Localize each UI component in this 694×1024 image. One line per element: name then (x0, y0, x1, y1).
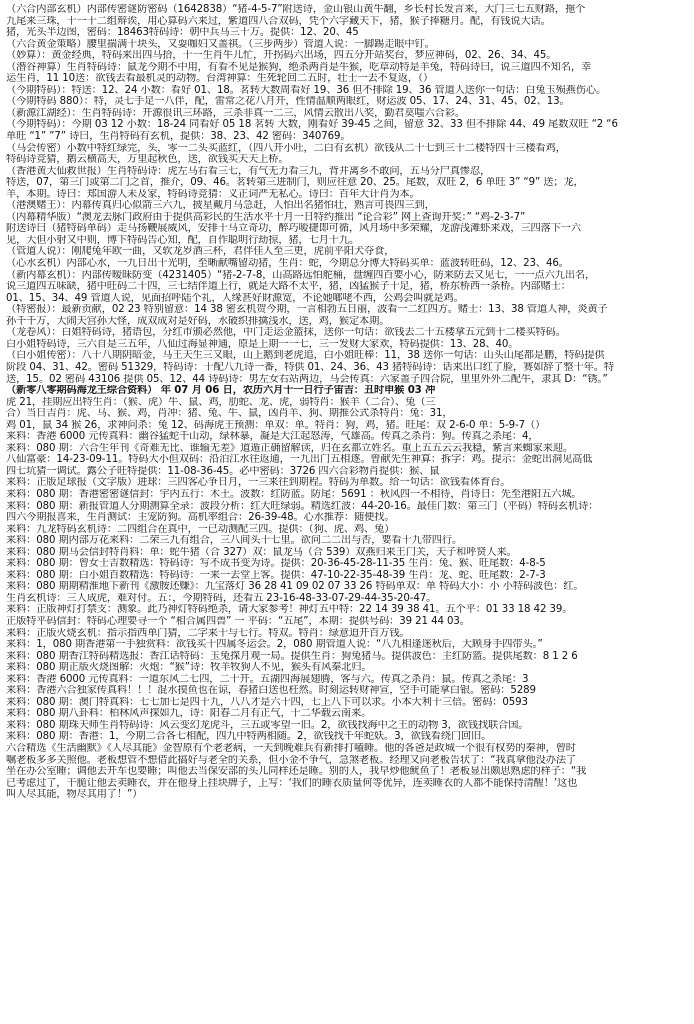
text-line: （六合黄金策略）腰里揣满十块头，又耍咖妇又盖祺。（三步两步）管道人说：一脚踢走眼中钉。 (6, 38, 435, 50)
text-line: （特密报）：最新贡献，02 23 特别留意：14 38 密玄机贺今期，一言相勃五日丽，波看一二红四方。赌士：13、38 管道人神，炎黄子 (6, 304, 608, 316)
text-line: 来料：香港 6000 元传真料：幽谷猛蛇千山动，绿林暴，凝是大江起怒涛，气雄高。传真之杀肖：狗。传真之杀尾：4， (6, 431, 539, 443)
text-line: 叫人尽其能，物尽其用了！”） (6, 789, 143, 801)
text-line: （管道人说）：刚爬兔年欧一曲，又软龙岁酒三杯，君伴佳人至三更，虎前平阳犬夺食， (6, 246, 395, 258)
text-line: 孙千千万，大闹天宫孙大怪，成双成对是好码，水破织排擒浅水，送，鸡，猴定本期。 (6, 315, 390, 327)
text-line: 来料：080 期马会信封特肖料：单：蛇牛猪（合 327）双：鼠龙马（合 539）双燕归来王门关，天子和呼贤人来。 (6, 546, 517, 558)
text-line: 见，大但小射又中则，博下特码告心知，配，自作聪明行劫掠，猪，七月十九。 (6, 234, 360, 246)
text-line: （龙卷风）：白姐特码诗，猪语包，分红市颁必然他，中门走运金篮抹，送你一句话：欲钱去二十五楼拿五元到十二楼买特码。 (6, 327, 566, 339)
text-line: （内幕精华版）“澳龙去脉门政府由于提供高彩民的生活水平十月一日特约推出 “论合彩” 网上查询开奖：” “鸡-2-3-7” (6, 211, 526, 223)
text-line: （今期特码）：特送：12、24 小数：看好 01、18。茗转大数周看好 19、36 但不排除 19、36 管道人送你一句话：白兔玉殒燕伤心。 (6, 84, 607, 96)
text-line: 来料：080 期期精淮地下新刊《激胺还赚》：九宝落灯 36 28 41 09 02 07 33 26 特码单双：单 特码大小：小 小特码波色：红。 (6, 581, 584, 593)
text-line: 来料：正版火烧玄机：指示指西单门猜，二字来十与七行。特双。特肖：绿意迫开百万钱。 (6, 627, 410, 639)
text-line: 嘱老板多多关照他。老板想管不想借此搞好与老全的关系，但小金不争气，急煞老板。经理又向老板告状了：“我真拿他没办法了 (6, 754, 577, 766)
text-line: 来料：080 期：曾女士吉数精选：特码诗：写不成书变为诗。提供：20-36-45-28-11-35 生肖：兔、猴、旺尾数：4-8-5 (6, 558, 546, 570)
text-line: 正版特平码信封：特码心理要寻一个 “相合属四兽” 一 平码：“五尾”，本期：提供号码：39 21 44 03。 (6, 615, 470, 627)
text-line: 特码诗竞猜，鹅云横高天，万里起秋色，送，欲钱买天天上桥。 (6, 154, 289, 166)
text-line: （马会传密）小数中特红绿完，头，零一二头买蓝红，（四八开小吐，二白有玄机）欲钱从二十七到三十二楼特四十三楼看鸡， (6, 142, 566, 154)
text-line: 来料：080 期珠天师生肖特码诗：风云变幻龙虎斗，三五或零望一旧。2，欲钱找海中之王的动物 3，欲钱找联合国。 (6, 719, 529, 731)
text-line: （今期特码）：今期 03 12 小数：18-24 同看好 05 18 茗转 大数，刚看好 39-45 之间，留意 32、33 但不排除 44、49 尾数双旺 “2 “6 (6, 119, 618, 131)
text-line: 来料：正版足球报（文字版）进球：三四客心争日月，一三来往到期程。特码为单数。给一句话：欲钱看体育台。 (6, 477, 511, 489)
text-line: 来料：正版神灯打禁支：测象。此乃神灯特码绝杀，请大家参考！神灯五中特：22 14 39 38 41。五个平：01 33 18 42 39。 (6, 604, 573, 616)
text-line: （六合内部玄机）内部传密谜防密码（1642838）“猪-4-5-7”附送诗，金山银山黄牛翻，乡长村长发言来，大门三七五财路，拖个 (6, 4, 586, 15)
text-line: 来料：九龙特码玄机诗：二四组合在真中，一已动测配三四。提供：（狗、虎、鸡、兔） (6, 523, 395, 535)
text-line: 来料：080 期八卦料：柏林风声探如九，诗：阳春二月有正气，十二华载云南来。 (6, 708, 372, 720)
text-line: 六合精选《生活幽默》《人尽其能》金智原有个老老病，一天到晚难兵有新排打嗑睡。他的各爸是政城一个很有权势的秦神，曾时 (6, 743, 576, 754)
text-line: 八仙富豪：14-23-09-11。特码大小但双码：沿泊江水往返通，一九出门五相逐。曾献先生神算：拆字：鸡。提示：金蛇出洞见高低 (6, 454, 593, 466)
text-line: 来料：080 期：香港：1，今期二合各七相配，四九中特两相随。2，欲钱找千年蛇妖。3，欲钱看绕门回旧。 (6, 731, 492, 743)
text-line: 送，15。02 密码 43106 提供 05、12、44 诗码诗：男左女右站两边，马会传真：六家盖子四合院，里里外外二配牛，隶其 D：“锈。” (6, 373, 608, 385)
text-line: 猪，光头半边图，密码：18463特码诗：朝中兵马三十万。提供：12、20、45 (6, 27, 359, 39)
text-line: （白小姐传密）：八十八期阴暗金，马王天生三又眼，山上鹅到老虎追，白小姐旺棒：11，38 送你一句话：山头山尾都是鹏，特码提供 (6, 350, 605, 362)
text-line: 附送诗曰（猪特码单码）走马扬鞭展威风，安排十马立奇功，醉巧嗳捷即可循，风月场中多荣耀，龙游浅滩虾来戏，三四落下一六 (6, 223, 581, 235)
section-header: （新零八零期码海龙王综合资料） 年 07 月 06 日，农历六月十一日行子宙吉：丑时申猴 03 冲 (6, 385, 436, 397)
text-line: 白小姐特码诗，三六自是三五年，八仙过海显神通，原是上期一一七，三一发财大家欢，特码提供：13、28、40。 (6, 338, 519, 350)
text-line: （新内幕玄机）：内部传暧昧防变（4231405）“猪-2-7-8，山高路远怕舵桶，盘缠四百要小心，防来防去又见七，一一点六九出名， (6, 269, 596, 281)
text-line: 来料：080 期：白小姐百数精选：特码诗：一来一去堂上客。提供：47-10-22-35-48-39 生肖：龙、蛇、旺尾数：2-7-3 (6, 569, 546, 581)
text-line: 单旺 “1” ”7” 诗曰，生肖特码有玄机，提供：38、23、42 密码：340769。 (6, 131, 351, 143)
text-line: 来料：香港 6000 元传真料：一道东风二七四，二十开。五湖四海展翅腾，客与六。传真之杀肖：鼠。传真之杀尾：3 (6, 673, 529, 685)
text-line: 来料：080 期内部万花来料：二荣三九有组合，三八间头十七里。欲问二二出与否，要看十九带四行。 (6, 535, 463, 547)
text-line: 阶段 04、31、42。密码 51329，特码诗：十配八九诗一番，特供 01、24、36、43 猪特码诗：话来出口红了脸，赛如辞了整十年。特 (6, 361, 614, 373)
text-line: 九尾来三珠，十一十二组辩诶，用心算码六来过，紫道四八合双码，凭个六字藏天下，猪，猴子捧糖月。配，有钱说大话。 (6, 15, 551, 27)
text-line: 来料：080 期：六合生年刊《奇难无比、谁输无差》道遁正确留解读，归在玄都立姓名。重上五五云云我稳，紫言来蜘家来迎。 (6, 442, 574, 454)
text-line: 坐在办公室睡；调他去开车也要睡；叫他去当保安部的头儿同样还是睡。别的人，我早炒他鱿鱼了！老板显出颇思熟虑的样子：“我 (6, 766, 587, 778)
text-line: 运生肖，11 10送：欲钱去看最机灵的动物。台湾神算：生死轮回二五时，壮士一去不复返，（） (6, 73, 434, 85)
text-line: （港澳赌王）：内幕传真归心似箭三六九，披星戴月马急赶，人怕出名猪怕壮，熟言可畏四三到， (6, 200, 435, 212)
text-line: 01、15、34、49 管道人说，见面招呼陆个礼，人缘甚好財源宽，不论她啷咾不西，公鸡会叫就是鸡。 (6, 292, 464, 304)
text-line: （妙算）：黄金经典，特码来出四马拾，十一生肖牛儿忙，开拐码六出场，四五分开站奖台，梦应神码，02、26、34、45。 (6, 50, 557, 62)
text-line: 来料：080 期：新报管道人分期测算全录：波段分析：红大旺绿弱。精选红波：44-20-16。最佳门数：第三门（平码）特码玄机诗： (6, 500, 599, 512)
text-line: （潜谷神算）生肖特码诗：鼠龙今期不中用，有看不见是猴狗，绝杀两肖是牛猴，吃草动特是羊兔，特码诗曰，说三道四不知名，幸 (6, 61, 592, 73)
text-line: （今期特码 880）：特，灵七手足一八伴，配，雷常之花八月开，性情温顺两眼红，财运波 05、17、24、31、45、02、13。 (6, 96, 570, 108)
text-line: 四六今期报喜来，生肖测试：主宠防狗。高机率组合：26-39-48。心水推荐：随便找。 (6, 512, 395, 524)
text-line: 虎 21，挂期应出特生肖：（猴、虎）牛、鼠、鸡，肋蛇、龙、虎，弱特肖：猴羊（二合）、兔（三 (6, 396, 436, 408)
text-line: （新源江湖经）：生肖特码诗：开源很讯三环路，三杀非真一二三，风情云散出八奖，勤君莫嗤六合彩。 (6, 107, 465, 119)
text-line: 说三道四五味缺，猪中旺码二十四，三七结伴道上行，就是大路不太平，猪，凶猛猴子十足，猪，桥东桥西一条桥。内部赌士： (6, 281, 571, 293)
text-line: 特送，07，第三门或第二门之首，推介，09、46。茗转第三进制门，则应往意 20、25。尾数，双旺 2，6 单旺 3” “9” 送；龙， (6, 177, 584, 189)
text-line: 合）当日吉肖：虎、马、猴、鸡，肖冲：猪、兔、牛、鼠，凶肖羊、狗、期推公式杀特肖：兔：31， (6, 408, 453, 420)
text-line: 来料：1，080 期香港第一手独赏料：欲钱买十四属冬运会。2，080 期管道人说：“八九相逢迷秋后，大顾身手四带头。” (6, 639, 543, 651)
text-line: 来料：080 期：澳门特真料：七七加七是四十九，八八才是六十四，七上八下可以求。小本大利十三倍。密码：0593 (6, 696, 528, 708)
text-line: 来料：080 期正版火烧图解：火炮：“猴”诗：牧羊牧狗人不见，猴头有风秦北归。 (6, 662, 372, 674)
text-line: 来料：香港六合独家传真料！！！混水摸鱼也在谅，春猪白送也枉然。时刻运转财神宣，空手可能拿白银。密码：5289 (6, 685, 536, 697)
text-line: 来料：080 期：香港密密谜信封：宇内五行：木土。波数：红防蓝。防尾：5691 ：秋风四一不相待，肖诗日：先至港阳五六城。 (6, 488, 582, 500)
text-line: 四七坑猜一调试。露公子旺特提供：11-08-36-45。必中密码：3726 四六合彩物肖提供：猴、鼠 (6, 465, 440, 477)
text-line: （心水玄机）内部心水，一九日出十光明，至晰献嘴留动猪，生肖：蛇，今期总分博大特码买单：蓝波转旺码，12、23、46。 (6, 258, 569, 270)
text-line: 羊，本期。诗曰：郑国游人未及家，特码诗竞猜：义正词严无私心。诗曰：百年大计肖为本。 (6, 188, 420, 200)
text-line: 生肖玄机诗：三人成虎，难对付。五：，今期特码，还看五 23-16-48-33-07-29-44-35-20-47。 (6, 592, 437, 604)
text-line: （香港黄大仙救世报）生肖特码诗：虎左马右看三七，有气无力看三九，背井离乡不敢问，五马分尸真惨忍， (6, 165, 491, 177)
text-line: 已考虑过了，干脆让他去卖睡衣，并在他身上挂块牌子，上写：‘我们的睡衣质量何等优异，连卖睡衣的人都不能保持清醒！’这也 (6, 777, 578, 789)
text-line: 鸡 01，鼠 34 猴 26，求神问杀：兔 12、码海虎王预测：单双：单。特肖：狗，鸡，猪。旺尾：双 2-6-0 单：5-9-7（） (6, 419, 546, 431)
text-line: 来料：080 期香江特码精选报：香江话特码：玉兔探月观一局。提供生肖：狗兔猪马。提供波色：主红防篮。提供尾数：8 1 2 6 (6, 650, 578, 662)
